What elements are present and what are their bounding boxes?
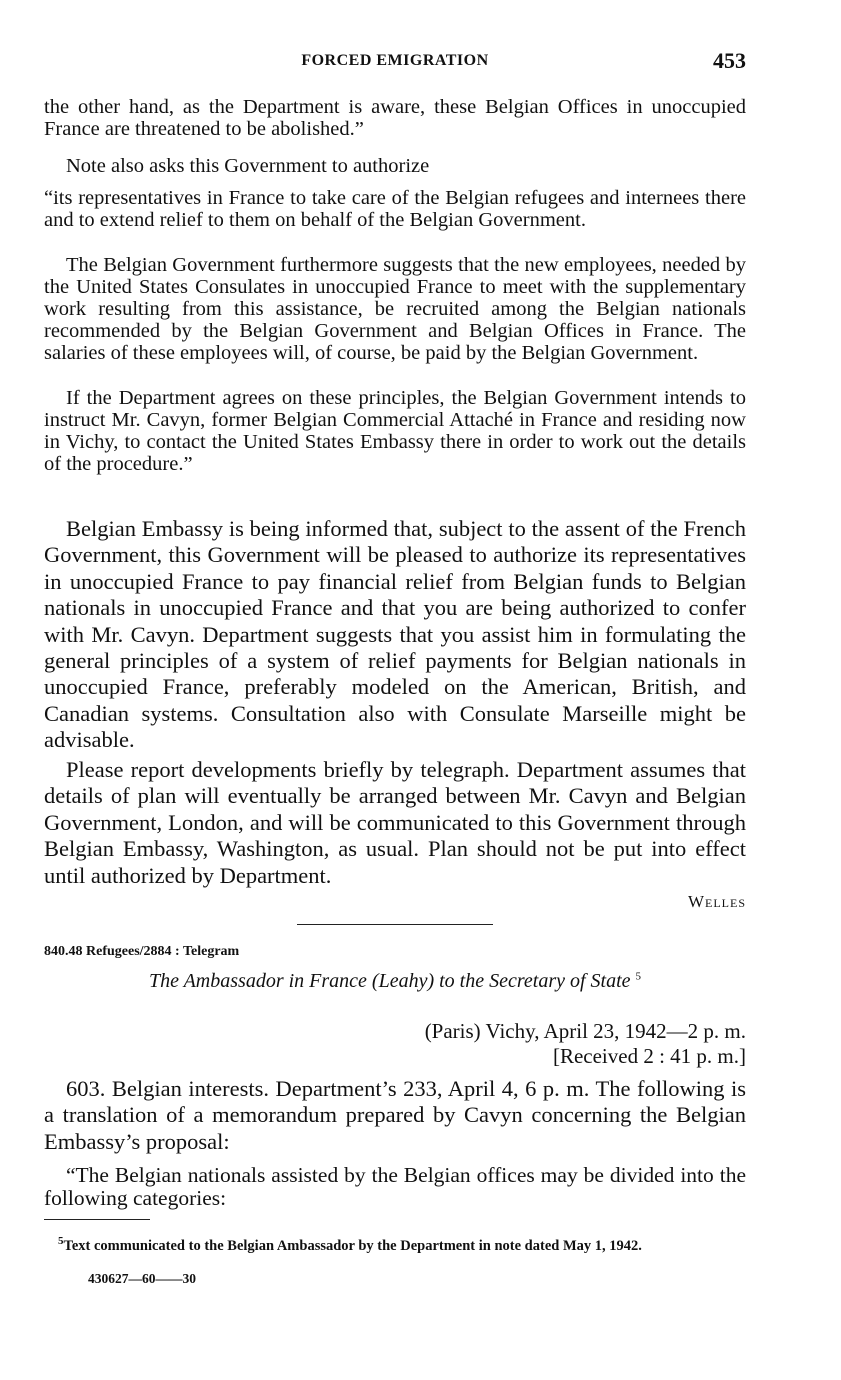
title-footnote-mark: 5 <box>635 970 642 983</box>
note-paragraph: Note also asks this Government to authorize <box>66 155 430 177</box>
section-divider <box>297 924 493 925</box>
footnote-mark: 5 <box>58 1235 64 1247</box>
signature: Welles <box>687 892 746 911</box>
printer-mark: 430627—60——30 <box>88 1271 196 1286</box>
quote-paragraph-employees: The Belgian Government furthermore suggests that the new employees, needed by the United States Consulates in unoccupied France to meet with the supplementary work resulting from this assistance, be recruited among the Belgian nationals recommended by the Belgian Government and Belgian Offices in France. The salaries of these employees will, of course, be paid by the Belgian Government. <box>44 254 746 364</box>
body-paragraph-report: Please report developments briefly by telegraph. Department assumes that details of plan will eventually be arranged between Mr. Cavyn and Belgian Government, London, and will be communicated to this Government through Belgian Embassy, Washington, as usual. Plan should not be put into effect until authorized by Department. <box>44 757 746 888</box>
page-number: 453 <box>713 48 746 73</box>
footnote-rule <box>44 1219 150 1220</box>
dateline: (Paris) Vichy, April 23, 1942—2 p. m. <box>424 1019 746 1043</box>
quote-paragraph-cavyn: If the Department agrees on these principles, the Belgian Government intends to instruct Mr. Cavyn, former Belgian Commercial Attaché in France and residing now in Vichy, to contact the United States Embassy there in order to work out the details of the procedure.” <box>44 387 746 475</box>
footnote <box>44 1233 746 1255</box>
telegram-paragraph: 603. Belgian interests. Department’s 233, April 4, 6 p. m. The following is a translation of a memorandum prepared by Cavyn concerning the Belgian Embassy’s proposal: <box>44 1076 746 1154</box>
page-header <box>44 48 746 76</box>
received-line: [Received 2 : 41 p. m.] <box>552 1044 746 1068</box>
document-title <box>44 970 746 993</box>
telegram-quote-paragraph: “The Belgian nationals assisted by the Belgian offices may be divided into the following categories: <box>44 1163 746 1210</box>
footnote-text: Text communicated to the Belgian Ambassador by the Department in note dated May 1, 1942. <box>63 1237 642 1254</box>
document-title-text: The Ambassador in France (Leahy) to the Secretary of State <box>148 970 631 992</box>
quote-paragraph-representatives: “its representatives in France to take care of the Belgian refugees and internees there and to extend relief to them on behalf of the Belgian Government. <box>44 187 746 231</box>
quote-continuation: the other hand, as the Department is aware, these Belgian Offices in unoccupied France are threatened to be abolished.” <box>44 96 746 140</box>
file-number: 840.48 Refugees/2884 : Telegram <box>44 944 240 959</box>
running-head: FORCED EMIGRATION <box>301 52 489 69</box>
body-paragraph-embassy: Belgian Embassy is being informed that, subject to the assent of the French Government, this Government will be pleased to authorize its representatives in unoccupied France to pay financial relief from Belgian funds to Belgian nationals in unoccupied France and that you are being authorized to confer with Mr. Cavyn. Department suggests that you assist him in formulating the general principles of a system of relief payments for Belgian nationals in unoccupied France, preferably modeled on the American, British, and Canadian systems. Consultation also with Consulate Marseille might be advisable. <box>44 516 746 753</box>
